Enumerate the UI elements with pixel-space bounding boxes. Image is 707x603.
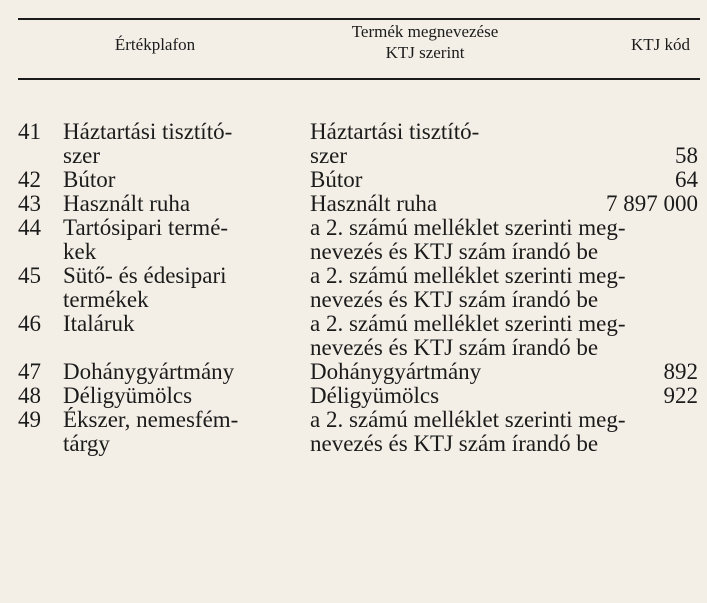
row-description-line: Háztartási tisztító-	[310, 119, 480, 144]
row-name-line: Tartósipari termé-	[63, 215, 229, 240]
table-row	[0, 264, 707, 312]
row-description-line: a 2. számú melléklet szerinti meg-	[310, 263, 626, 288]
row-number: 43	[18, 191, 41, 216]
header-termek-megnevezese	[310, 21, 540, 63]
row-name-line: Ékszer, nemesfém-	[63, 407, 239, 432]
header-ktj-kod	[570, 34, 690, 55]
row-name-line: szer	[63, 143, 101, 168]
header-bottom-rule	[18, 78, 700, 80]
row-name-line: termékek	[63, 287, 149, 312]
table-row	[0, 192, 707, 216]
table-row	[0, 360, 707, 384]
row-number: 47	[18, 359, 41, 384]
row-description-line: a 2. számú melléklet szerinti meg-	[310, 215, 626, 240]
row-name-line: Italáruk	[63, 311, 135, 336]
row-name	[63, 216, 293, 264]
row-description-line: Használt ruha	[310, 191, 438, 216]
header-ertekplafon	[60, 34, 250, 55]
row-description-line: szer	[310, 143, 348, 168]
row-name	[63, 192, 293, 216]
row-name	[63, 384, 293, 408]
row-name-line: Használt ruha	[63, 191, 191, 216]
row-ktj-code: 58	[675, 143, 698, 168]
row-name	[63, 120, 293, 168]
row-description-line: Bútor	[310, 167, 363, 192]
header-col1-text: Értékplafon	[114, 35, 196, 54]
row-description	[310, 264, 698, 312]
row-description	[310, 384, 698, 408]
row-ktj-code: 7 897 000	[606, 191, 698, 216]
row-description-line: a 2. számú melléklet szerinti meg-	[310, 407, 626, 432]
table-row	[0, 384, 707, 408]
row-name-line: Déligyümölcs	[63, 383, 193, 408]
table-row	[0, 312, 707, 360]
row-name-line: kek	[63, 239, 97, 264]
row-description	[310, 312, 698, 360]
row-name	[63, 168, 293, 192]
table-body	[0, 120, 707, 456]
row-name	[63, 312, 293, 336]
row-description	[310, 408, 698, 456]
header-col3-text: KTJ kód	[630, 35, 690, 54]
table-row	[0, 216, 707, 264]
row-ktj-code: 892	[663, 359, 698, 384]
table-row	[0, 120, 707, 168]
row-description-line: nevezés és KTJ szám írandó be	[310, 287, 599, 312]
row-name-line: Dohánygyártmány	[63, 359, 235, 384]
top-rule	[18, 18, 700, 20]
header-col2-line2: KTJ szerint	[385, 43, 465, 62]
row-name-line: tárgy	[63, 431, 110, 456]
row-number: 45	[18, 263, 41, 288]
row-description	[310, 168, 698, 192]
row-description	[310, 120, 698, 168]
row-name-line: Sütő- és édesipari	[63, 263, 227, 288]
row-ktj-code: 64	[675, 167, 698, 192]
row-name-line: Háztartási tisztító-	[63, 119, 233, 144]
row-number: 44	[18, 215, 41, 240]
row-number: 42	[18, 167, 41, 192]
row-description-line: Déligyümölcs	[310, 383, 440, 408]
row-number: 48	[18, 383, 41, 408]
row-name	[63, 360, 293, 384]
row-name-line: Bútor	[63, 167, 116, 192]
row-number: 49	[18, 407, 41, 432]
table-row	[0, 408, 707, 456]
table-row	[0, 168, 707, 192]
row-number: 46	[18, 311, 41, 336]
row-ktj-code: 922	[663, 383, 698, 408]
row-name	[63, 264, 293, 312]
row-description	[310, 216, 698, 264]
row-number: 41	[18, 119, 41, 144]
row-description	[310, 360, 698, 384]
row-name	[63, 408, 293, 456]
row-description-line: nevezés és KTJ szám írandó be	[310, 431, 599, 456]
row-description-line: nevezés és KTJ szám írandó be	[310, 335, 599, 360]
row-description-line: nevezés és KTJ szám írandó be	[310, 239, 599, 264]
row-description-line: a 2. számú melléklet szerinti meg-	[310, 311, 626, 336]
header-col2-line1: Termék megnevezése	[351, 22, 499, 41]
row-description-line: Dohánygyártmány	[310, 359, 482, 384]
